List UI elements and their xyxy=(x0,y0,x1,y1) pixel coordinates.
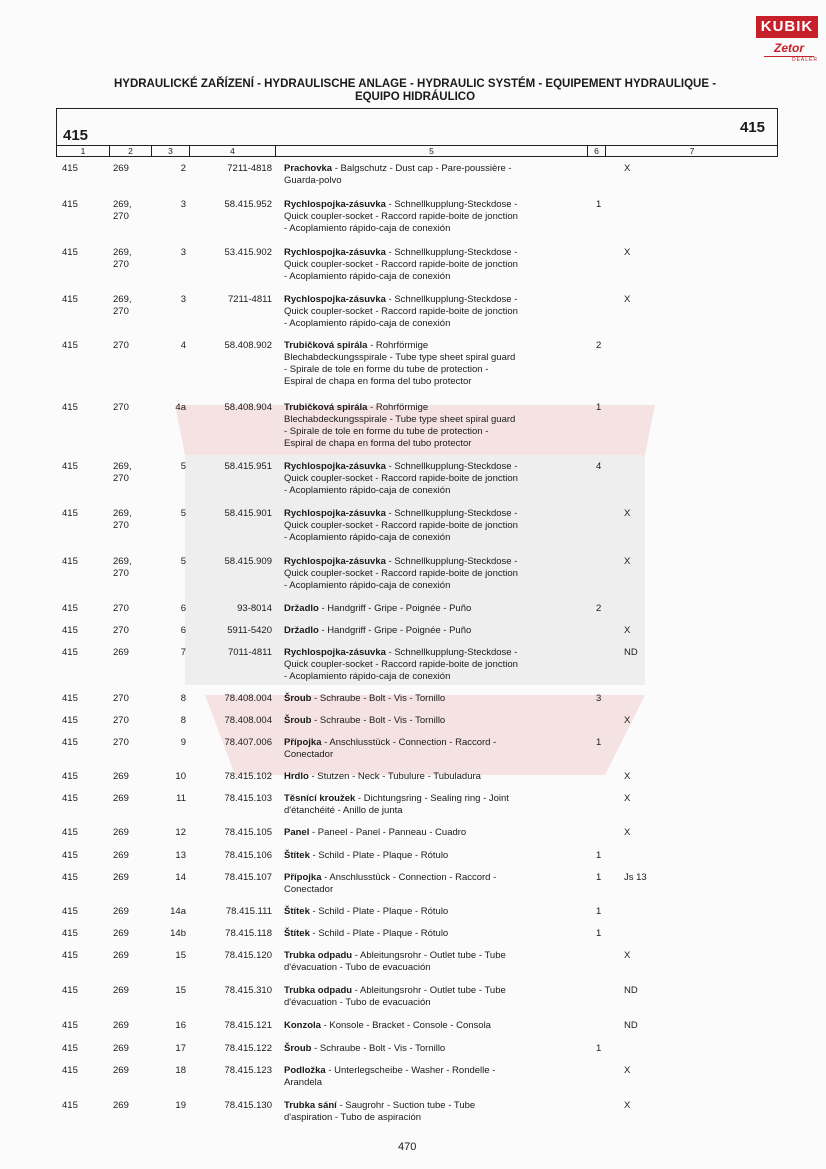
desc-line-1: - Ableitungsrohr - Outlet tube - Tube xyxy=(352,985,506,996)
cell-description xyxy=(284,461,574,497)
cell-group: 415 xyxy=(62,647,78,658)
desc-line-2: Quick coupler-socket - Raccord rapide-boite de jonction xyxy=(284,659,518,670)
cell-model xyxy=(113,985,153,997)
cell-part-number: 7211-4818 xyxy=(227,163,272,174)
part-name: Rychlospojka-zásuvka xyxy=(284,556,386,567)
cell-model-line-1: 269, xyxy=(113,461,132,472)
cell-note: X xyxy=(624,771,631,782)
cell-description xyxy=(284,872,574,908)
cell-position: 13 xyxy=(175,850,186,861)
cell-group: 415 xyxy=(62,603,78,614)
part-name: Rychlospojka-zásuvka xyxy=(284,508,386,519)
part-name: Šroub xyxy=(284,693,312,704)
cell-model-line-1: 269, xyxy=(113,508,132,519)
desc-line-1: - Balgschutz - Dust cap - Pare-poussière - xyxy=(332,163,512,174)
desc-line-2: d'évacuation - Tubo de evacuación xyxy=(284,962,431,973)
cell-part-number: 5911-5420 xyxy=(227,625,272,636)
logo-zetor: Zetor xyxy=(764,40,814,57)
cell-model-line-2: 270 xyxy=(113,306,129,317)
desc-line-2: Blechabdeckungsspirale - Tube type sheet spiral guard xyxy=(284,414,516,425)
cell-part-number: 78.415.106 xyxy=(224,850,272,861)
desc-line-1: - Schnellkupplung-Steckdose - xyxy=(385,461,518,472)
cell-model xyxy=(113,950,153,962)
part-name: Podložka xyxy=(284,1065,326,1076)
cell-description xyxy=(284,247,574,283)
cell-part-number: 78.415.118 xyxy=(225,928,272,939)
cell-model-line-1: 269 xyxy=(113,950,129,961)
cell-model-line-1: 269 xyxy=(113,1065,129,1076)
cell-position: 8 xyxy=(180,715,186,726)
desc-line-3: - Spirale de tole en forme du tube de protection - xyxy=(284,426,489,437)
column-header-row xyxy=(56,146,778,157)
cell-model-line-1: 270 xyxy=(113,693,129,704)
part-name: Přípojka xyxy=(284,872,322,883)
desc-line-1: - Ableitungsrohr - Outlet tube - Tube xyxy=(352,950,506,961)
desc-line-1: - Stutzen - Neck - Tubulure - Tubuladura xyxy=(308,771,481,782)
desc-line-1: - Paneel - Panel - Panneau - Cuadro xyxy=(309,827,467,838)
cell-model xyxy=(113,1020,153,1032)
desc-line-3: - Acoplamiento rápido-caja de conexión xyxy=(284,271,451,282)
cell-part-number: 78.415.107 xyxy=(224,872,272,883)
cell-model-line-1: 269 xyxy=(113,928,129,939)
part-name: Štítek xyxy=(284,906,310,917)
section-number-left: 415 xyxy=(63,127,89,144)
cell-description xyxy=(284,737,574,773)
cell-group: 415 xyxy=(62,771,78,782)
column-header-3: 3 xyxy=(152,146,190,156)
desc-line-2: Arandela xyxy=(284,1077,323,1088)
cell-description xyxy=(284,508,574,544)
kubik-zetor-logo xyxy=(756,14,818,64)
cell-group: 415 xyxy=(62,294,78,305)
cell-group: 415 xyxy=(62,793,78,804)
desc-line-1: - Schnellkupplung-Steckdose - xyxy=(385,199,518,210)
part-name: Rychlospojka-zásuvka xyxy=(284,247,386,258)
part-name: Trubičková spirála xyxy=(284,402,368,413)
cell-position: 5 xyxy=(180,556,186,567)
cell-quantity: 4 xyxy=(596,461,602,472)
cell-group: 415 xyxy=(62,950,78,961)
cell-model-line-1: 269, xyxy=(113,247,132,258)
cell-model xyxy=(113,402,153,414)
cell-description xyxy=(284,340,574,388)
page-title xyxy=(60,78,770,104)
cell-description xyxy=(284,199,574,235)
cell-note: X xyxy=(624,163,631,174)
desc-line-1: - Unterlegscheibe - Washer - Rondelle - xyxy=(325,1065,496,1076)
cell-part-number: 78.415.102 xyxy=(224,771,272,782)
cell-quantity: 3 xyxy=(596,693,602,704)
desc-line-2: Conectador xyxy=(284,749,334,760)
cell-group: 415 xyxy=(62,928,78,939)
cell-model-line-1: 269 xyxy=(113,1100,129,1111)
desc-line-2: Quick coupler-socket - Raccord rapide-boite de jonction xyxy=(284,259,518,270)
part-name: Rychlospojka-zásuvka xyxy=(284,199,386,210)
cell-part-number: 78.415.121 xyxy=(224,1020,272,1031)
desc-line-3: - Acoplamiento rápido-caja de conexión xyxy=(284,532,451,543)
cell-model xyxy=(113,693,153,705)
part-name: Držadlo xyxy=(284,603,319,614)
cell-quantity: 2 xyxy=(596,603,602,614)
cell-model-line-1: 270 xyxy=(113,625,129,636)
cell-group: 415 xyxy=(62,737,78,748)
desc-line-1: - Schraube - Bolt - Vis - Tornillo xyxy=(311,693,446,704)
cell-group: 415 xyxy=(62,556,78,567)
cell-quantity: 1 xyxy=(596,850,602,861)
desc-line-3: - Acoplamiento rápido-caja de conexión xyxy=(284,223,451,234)
desc-line-1: - Schild - Plate - Plaque - Rótulo xyxy=(309,928,449,939)
part-name: Rychlospojka-zásuvka xyxy=(284,647,386,658)
cell-part-number: 78.415.103 xyxy=(224,793,272,804)
cell-model xyxy=(113,340,153,352)
desc-line-3: - Acoplamiento rápido-caja de conexión xyxy=(284,485,451,496)
cell-model-line-1: 270 xyxy=(113,340,129,351)
cell-part-number: 78.415.130 xyxy=(224,1100,272,1111)
desc-line-4: Espiral de chapa en forma del tubo protector xyxy=(284,376,472,387)
cell-model-line-1: 269 xyxy=(113,163,129,174)
cell-position: 14b xyxy=(170,928,186,939)
cell-part-number: 78.408.004 xyxy=(224,693,272,704)
cell-group: 415 xyxy=(62,850,78,861)
cell-group: 415 xyxy=(62,625,78,636)
cell-quantity: 1 xyxy=(596,402,602,413)
cell-model xyxy=(113,906,153,918)
desc-line-2: Conectador xyxy=(284,884,334,895)
cell-position: 5 xyxy=(180,461,186,472)
cell-quantity: 1 xyxy=(596,906,602,917)
cell-position: 18 xyxy=(175,1065,186,1076)
desc-line-3: - Acoplamiento rápido-caja de conexión xyxy=(284,318,451,329)
cell-part-number: 78.408.004 xyxy=(224,715,272,726)
cell-model xyxy=(113,556,153,580)
part-name: Rychlospojka-zásuvka xyxy=(284,294,386,305)
desc-line-2: d'étanchéité - Anillo de junta xyxy=(284,805,403,816)
cell-model xyxy=(113,199,153,223)
cell-note: X xyxy=(624,1065,631,1076)
cell-description xyxy=(284,1065,574,1101)
cell-model-line-1: 270 xyxy=(113,402,129,413)
desc-line-4: Espiral de chapa en forma del tubo protector xyxy=(284,438,472,449)
part-name: Trubka odpadu xyxy=(284,985,353,996)
column-header-1: 1 xyxy=(57,146,110,156)
desc-line-1: - Schnellkupplung-Steckdose - xyxy=(385,556,518,567)
part-name: Hrdlo xyxy=(284,771,309,782)
cell-position: 15 xyxy=(175,985,186,996)
cell-model-line-1: 270 xyxy=(113,603,129,614)
cell-model xyxy=(113,850,153,862)
cell-model xyxy=(113,1043,153,1055)
cell-position: 16 xyxy=(175,1020,186,1031)
cell-position: 12 xyxy=(175,827,186,838)
cell-group: 415 xyxy=(62,715,78,726)
cell-part-number: 58.408.902 xyxy=(224,340,272,351)
cell-position: 8 xyxy=(180,693,186,704)
cell-model xyxy=(113,737,153,749)
cell-group: 415 xyxy=(62,247,78,258)
cell-position: 7 xyxy=(180,647,186,658)
desc-line-2: Guarda-polvo xyxy=(284,175,342,186)
cell-note: X xyxy=(624,247,631,258)
desc-line-1: - Schnellkupplung-Steckdose - xyxy=(385,294,518,305)
cell-quantity: 1 xyxy=(596,1043,602,1054)
part-name: Šroub xyxy=(284,715,312,726)
cell-model-line-1: 269 xyxy=(113,793,129,804)
cell-model-line-1: 269 xyxy=(113,985,129,996)
cell-model xyxy=(113,715,153,727)
desc-line-1: - Rohrförmige xyxy=(367,340,429,351)
desc-line-1: - Schild - Plate - Plaque - Rótulo xyxy=(309,850,449,861)
cell-part-number: 7211-4811 xyxy=(227,294,272,305)
desc-line-3: - Acoplamiento rápido-caja de conexión xyxy=(284,671,451,682)
cell-description xyxy=(284,294,574,330)
logo-dealer: DEALER xyxy=(791,57,818,63)
cell-model-line-2: 270 xyxy=(113,568,129,579)
desc-line-1: - Anschlusstück - Connection - Raccord - xyxy=(321,737,497,748)
cell-note: X xyxy=(624,827,631,838)
cell-quantity: 1 xyxy=(596,928,602,939)
cell-quantity: 1 xyxy=(596,199,602,210)
cell-model xyxy=(113,603,153,615)
cell-model-line-1: 270 xyxy=(113,737,129,748)
cell-group: 415 xyxy=(62,827,78,838)
desc-line-1: - Saugrohr - Suction tube - Tube xyxy=(336,1100,476,1111)
desc-line-1: - Schnellkupplung-Steckdose - xyxy=(385,247,518,258)
cell-part-number: 78.415.310 xyxy=(224,985,272,996)
cell-note: X xyxy=(624,294,631,305)
part-name: Přípojka xyxy=(284,737,322,748)
part-name: Trubka odpadu xyxy=(284,950,353,961)
cell-model xyxy=(113,793,153,805)
desc-line-1: - Schild - Plate - Plaque - Rótulo xyxy=(309,906,449,917)
desc-line-2: d'évacuation - Tubo de evacuación xyxy=(284,997,431,1008)
cell-group: 415 xyxy=(62,163,78,174)
title-line-1: HYDRAULICKÉ ZAŘÍZENÍ - HYDRAULISCHE ANLAGE - HYDRAULIC SYSTÉM - EQUIPEMENT HYDRAULIQUE - xyxy=(113,78,717,90)
cell-model-line-1: 269 xyxy=(113,771,129,782)
cell-group: 415 xyxy=(62,1043,78,1054)
desc-line-1: - Schnellkupplung-Steckdose - xyxy=(385,508,518,519)
part-name: Trubka sání xyxy=(284,1100,337,1111)
cell-position: 14 xyxy=(175,872,186,883)
cell-group: 415 xyxy=(62,461,78,472)
cell-position: 2 xyxy=(180,163,186,174)
cell-group: 415 xyxy=(62,693,78,704)
cell-model xyxy=(113,647,153,659)
part-name: Držadlo xyxy=(284,625,319,636)
desc-line-1: - Handgriff - Gripe - Poignée - Puño xyxy=(318,603,472,614)
part-name: Rychlospojka-zásuvka xyxy=(284,461,386,472)
cell-model-line-1: 269 xyxy=(113,906,129,917)
part-name: Prachovka xyxy=(284,163,333,174)
cell-position: 5 xyxy=(180,508,186,519)
cell-part-number: 78.407.006 xyxy=(224,737,272,748)
cell-group: 415 xyxy=(62,508,78,519)
cell-description xyxy=(284,793,574,829)
cell-quantity: 1 xyxy=(596,872,602,883)
cell-model-line-1: 269 xyxy=(113,647,129,658)
cell-model-line-1: 269, xyxy=(113,556,132,567)
cell-description xyxy=(284,163,574,199)
column-header-4: 4 xyxy=(190,146,276,156)
cell-position: 6 xyxy=(180,625,186,636)
cell-model-line-2: 270 xyxy=(113,520,129,531)
cell-group: 415 xyxy=(62,402,78,413)
cell-note: Js 13 xyxy=(624,872,647,883)
cell-model-line-1: 269 xyxy=(113,827,129,838)
cell-part-number: 58.415.952 xyxy=(224,199,272,210)
desc-line-1: - Schraube - Bolt - Vis - Tornillo xyxy=(311,1043,446,1054)
cell-position: 17 xyxy=(175,1043,186,1054)
cell-group: 415 xyxy=(62,1020,78,1031)
cell-position: 4a xyxy=(175,402,186,413)
column-header-6: 6 xyxy=(588,146,606,156)
cell-part-number: 78.415.105 xyxy=(224,827,272,838)
cell-part-number: 7011-4811 xyxy=(227,647,272,658)
desc-line-2: Quick coupler-socket - Raccord rapide-boite de jonction xyxy=(284,473,518,484)
cell-model xyxy=(113,872,153,884)
cell-group: 415 xyxy=(62,1100,78,1111)
cell-note: X xyxy=(624,556,631,567)
cell-group: 415 xyxy=(62,906,78,917)
cell-note: X xyxy=(624,793,631,804)
cell-part-number: 93-8014 xyxy=(237,603,272,614)
cell-position: 4 xyxy=(180,340,186,351)
cell-part-number: 78.415.123 xyxy=(224,1065,272,1076)
cell-position: 11 xyxy=(176,793,186,804)
cell-model-line-1: 270 xyxy=(113,715,129,726)
desc-line-1: - Rohrförmige xyxy=(367,402,429,413)
part-name: Konzola xyxy=(284,1020,321,1031)
desc-line-2: Quick coupler-socket - Raccord rapide-boite de jonction xyxy=(284,306,518,317)
section-number-right: 415 xyxy=(739,119,765,136)
column-header-5: 5 xyxy=(276,146,588,156)
cell-note: X xyxy=(624,715,631,726)
cell-position: 3 xyxy=(180,247,186,258)
cell-group: 415 xyxy=(62,1065,78,1076)
cell-position: 19 xyxy=(175,1100,186,1111)
column-header-7: 7 xyxy=(689,146,695,156)
cell-model-line-1: 269 xyxy=(113,1043,129,1054)
desc-line-1: - Schnellkupplung-Steckdose - xyxy=(385,647,518,658)
cell-model xyxy=(113,461,153,485)
desc-line-2: Quick coupler-socket - Raccord rapide-boite de jonction xyxy=(284,211,518,222)
cell-position: 9 xyxy=(180,737,186,748)
cell-group: 415 xyxy=(62,199,78,210)
cell-group: 415 xyxy=(62,872,78,883)
cell-note: ND xyxy=(624,647,638,658)
logo-kubik: KUBIK xyxy=(756,16,818,38)
cell-quantity: 2 xyxy=(596,340,602,351)
cell-part-number: 58.408.904 xyxy=(224,402,272,413)
cell-description xyxy=(284,556,574,592)
desc-line-2: Quick coupler-socket - Raccord rapide-boite de jonction xyxy=(284,568,518,579)
part-name: Štítek xyxy=(284,850,310,861)
cell-model xyxy=(113,508,153,532)
cell-description xyxy=(284,950,574,986)
cell-description xyxy=(284,1100,574,1136)
cell-model-line-1: 269 xyxy=(113,850,129,861)
cell-position: 10 xyxy=(175,771,186,782)
cell-position: 14a xyxy=(170,906,186,917)
cell-note: ND xyxy=(624,1020,638,1031)
cell-model-line-2: 270 xyxy=(113,473,129,484)
part-name: Trubičková spirála xyxy=(284,340,368,351)
desc-line-3: - Acoplamiento rápido-caja de conexión xyxy=(284,580,451,591)
cell-position: 3 xyxy=(180,199,186,210)
cell-model-line-2: 270 xyxy=(113,211,129,222)
column-header-2: 2 xyxy=(110,146,152,156)
part-name: Štítek xyxy=(284,928,310,939)
cell-note: X xyxy=(624,625,631,636)
cell-part-number: 53.415.902 xyxy=(224,247,272,258)
cell-model-line-1: 269, xyxy=(113,294,132,305)
section-header-box xyxy=(56,108,778,146)
cell-part-number: 78.415.122 xyxy=(224,1043,272,1054)
part-name: Panel xyxy=(284,827,310,838)
cell-part-number: 58.415.909 xyxy=(224,556,272,567)
cell-model xyxy=(113,163,153,175)
cell-model-line-2: 270 xyxy=(113,259,129,270)
cell-position: 3 xyxy=(180,294,186,305)
desc-line-1: - Schraube - Bolt - Vis - Tornillo xyxy=(311,715,446,726)
desc-line-2: Quick coupler-socket - Raccord rapide-boite de jonction xyxy=(284,520,518,531)
desc-line-3: - Spirale de tole en forme du tube de protection - xyxy=(284,364,489,375)
cell-model xyxy=(113,625,153,637)
cell-model-line-1: 269, xyxy=(113,199,132,210)
cell-quantity: 1 xyxy=(596,737,602,748)
cell-note: ND xyxy=(624,985,638,996)
cell-description xyxy=(284,985,574,1021)
cell-model xyxy=(113,771,153,783)
desc-line-1: - Konsole - Bracket - Console - Consola xyxy=(320,1020,491,1031)
cell-description xyxy=(284,402,574,450)
page-number: 470 xyxy=(398,1141,417,1153)
cell-model xyxy=(113,294,153,318)
cell-note: X xyxy=(624,950,631,961)
cell-group: 415 xyxy=(62,985,78,996)
cell-model xyxy=(113,247,153,271)
cell-part-number: 58.415.901 xyxy=(224,508,272,519)
part-name: Šroub xyxy=(284,1043,312,1054)
cell-model-line-1: 269 xyxy=(113,872,129,883)
title-line-2: EQUIPO HIDRÁULICO xyxy=(354,91,476,103)
cell-note: X xyxy=(624,1100,631,1111)
cell-note: X xyxy=(624,508,631,519)
cell-part-number: 78.415.111 xyxy=(225,906,272,917)
desc-line-2: Blechabdeckungsspirale - Tube type sheet spiral guard xyxy=(284,352,516,363)
cell-model xyxy=(113,1065,153,1077)
cell-group: 415 xyxy=(62,340,78,351)
desc-line-2: d'aspiration - Tubo de aspiración xyxy=(284,1112,422,1123)
part-name: Těsnící kroužek xyxy=(284,793,356,804)
cell-position: 15 xyxy=(175,950,186,961)
cell-model xyxy=(113,1100,153,1112)
cell-description xyxy=(284,647,574,683)
cell-model-line-1: 269 xyxy=(113,1020,129,1031)
desc-line-1: - Anschlusstück - Connection - Raccord - xyxy=(321,872,497,883)
cell-model xyxy=(113,827,153,839)
desc-line-1: - Dichtungsring - Sealing ring - Joint xyxy=(355,793,509,804)
cell-part-number: 78.415.120 xyxy=(224,950,272,961)
desc-line-1: - Handgriff - Gripe - Poignée - Puño xyxy=(318,625,472,636)
cell-model xyxy=(113,928,153,940)
cell-part-number: 58.415.951 xyxy=(224,461,272,472)
cell-position: 6 xyxy=(180,603,186,614)
